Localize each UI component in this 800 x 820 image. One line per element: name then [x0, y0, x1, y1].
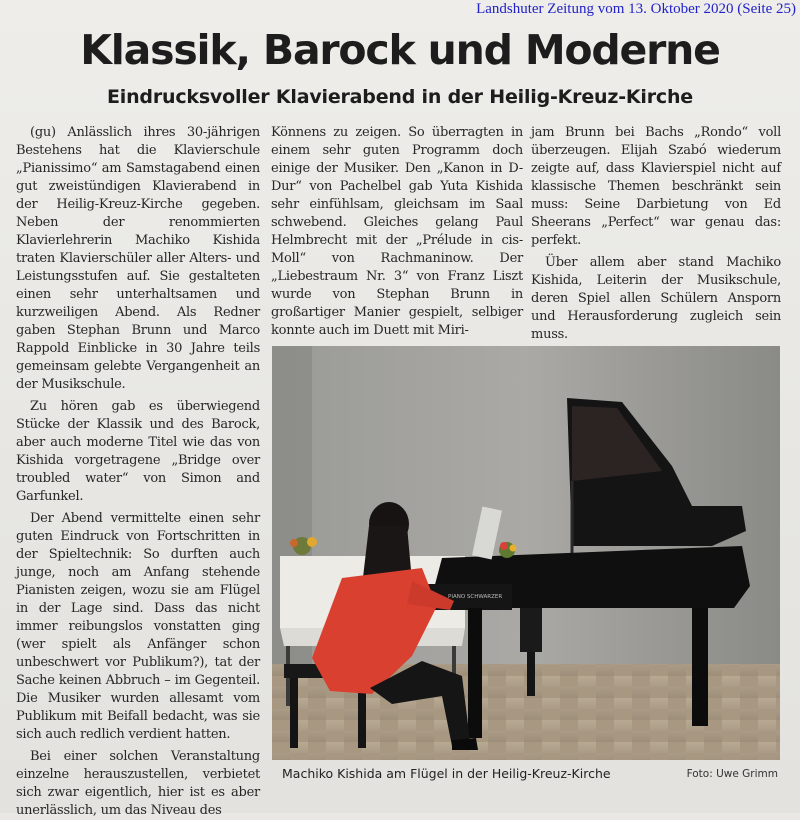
article-subheadline: Eindrucksvoller Klavierabend in der Heilig-Kreuz-Kirche [107, 86, 693, 108]
paragraph: Zu hören gab es überwiegend Stücke der Klassik und des Barock, aber auch moderne Titel wie das von Kishida vorgetragene „Bridge over troubled water“ von Simon and Garfunkel. [16, 399, 260, 504]
paragraph: jam Brunn bei Bachs „Rondo“ voll überzeugen. Elijah Szabó wiederum zeigte auf, dass Klavierspiel nicht auf klassische Themen beschränkt sein muss: Seine Darbietung von Ed Sheerans „Perfect“ war genau das: perfekt. [531, 125, 781, 248]
concert-photo [272, 346, 780, 760]
photo-credit: Foto: Uwe Grimm [686, 768, 778, 780]
article-headline: Klassik, Barock und Moderne [80, 26, 720, 74]
paragraph: (gu) Anlässlich ihres 30-jährigen Bestehens hat die Klavierschule „Pianissimo“ am Samstagabend einen gut zweistündigen Klavierabend in der Heilig-Kreuz-Kirche gegeben. Neben der renommierten Klavierlehrerin Machiko Kishida traten Klavierschüler aller Alters- und Leistungsstufen auf. Sie gestalteten einen sehr unterhaltsamen und kurzweiligen Abend. Als Redner gaben Stephan Brunn und Marco Rappold Einblicke in 30 Jahre teils gemeinsam gelebte Vergangenheit an der Musikschule. [16, 125, 260, 392]
paragraph: Über allem aber stand Machiko Kishida, Leiterin der Musikschule, deren Spiel allen Schülern Ansporn und Herausforderung zugleich sein muss. [531, 255, 781, 342]
paragraph: Könnens zu zeigen. So überragten in einem sehr guten Programm doch einige der Musiker. Den „Kanon in D-Dur“ von Pachelbel gab Yuta Kishida sehr einfühlsam, gleichsam im Saal schwebend. Gleiches gelang Paul Helmbrecht mit der „Prélude in cis-Moll“ von Rachmaninow. Der „Liebestraum Nr. 3“ von Franz Liszt wurde von Stephan Brunn in großartiger Manier gespielt, selbiger konnte auch im Duett mit Miri- [271, 125, 523, 338]
source-line: Landshuter Zeitung vom 13. Oktober 2020 (Seite 25) [476, 1, 796, 17]
paragraph: Der Abend vermittelte einen sehr guten Eindruck von Fortschritten in der Spieltechnik: So durften auch junge, noch am Anfang stehende Pianisten zeigen, wozu sie am Flügel in der Lage sind. Dass das nicht immer reibungslos vonstatten ging (wer spielt als Anfänger schon unbeschwert vor Publikum?), tat der Sache keinen Abbruch – im Gegenteil. Die Musiker wurden allesamt vom Publikum mit Beifall bedacht, was sie sich auch redlich verdient hatten. [16, 511, 260, 742]
photo-caption: Machiko Kishida am Flügel in der Heilig-Kreuz-Kirche [282, 766, 611, 781]
concert-photo-illustration [272, 346, 780, 760]
article-column-2 [271, 124, 523, 338]
article-column-1 [16, 124, 260, 818]
piano-brand-label: PIANO SCHWARZER [448, 594, 503, 600]
paragraph: Bei einer solchen Veranstaltung einzelne herauszustellen, verbietet sich zwar eigentlich, hier ist es aber unerlässlich, um das Niveau des [16, 749, 260, 818]
article-column-3 [531, 124, 781, 342]
